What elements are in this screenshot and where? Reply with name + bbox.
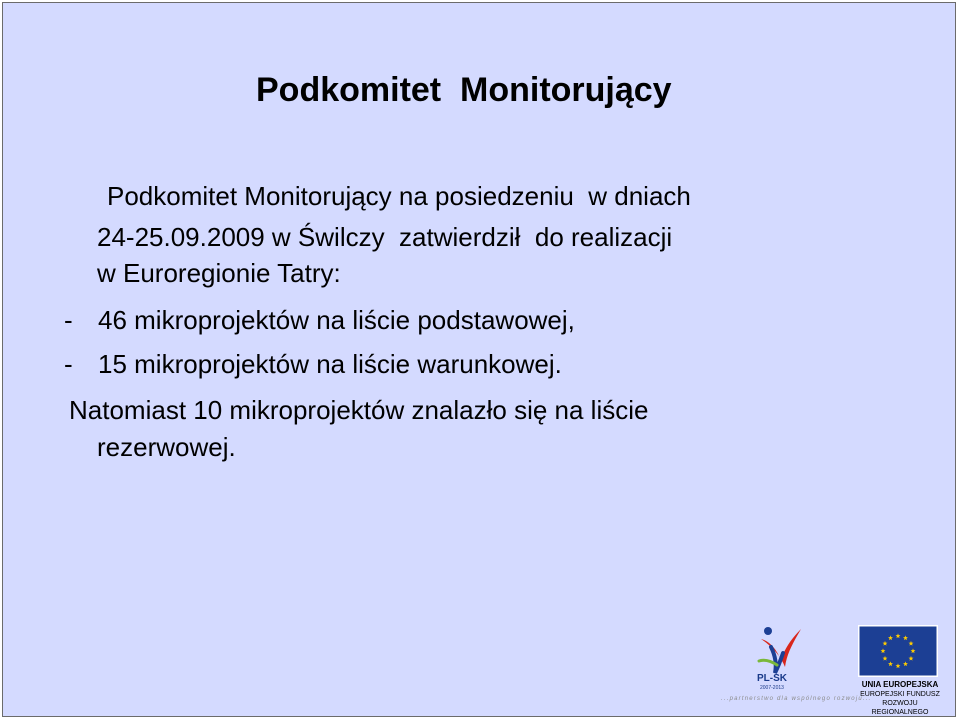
- eu-flag-icon: [858, 625, 938, 677]
- closing-line-1: Natomiast 10 mikroprojektów znalazło się na liście: [69, 395, 649, 425]
- eu-caption-union: UNIA EUROPEJSKA: [861, 680, 939, 689]
- eu-caption-regional: ROZWOJU REGIONALNEGO: [871, 700, 929, 716]
- eu-caption: [853, 679, 947, 717]
- list-dash: -: [64, 305, 73, 335]
- footer-tagline: ...partnerstwo dla wspólnego rozwoju...: [721, 696, 872, 702]
- list-dash: -: [64, 349, 73, 379]
- paragraph-line-1: Podkomitet Monitorujący na posiedzeniu w dniach: [107, 181, 691, 211]
- slide: [2, 2, 956, 717]
- list-item-conditional: 15 mikroprojektów na liście warunkowej.: [98, 349, 562, 379]
- paragraph-line-2: 24-25.09.2009 w Świlczy zatwierdził do realizacji: [97, 222, 673, 252]
- footer-strip: [3, 691, 955, 717]
- eu-caption-fund: EUROPEJSKI FUNDUSZ: [860, 691, 940, 698]
- slide-title: Podkomitet Monitorujący: [256, 71, 672, 109]
- paragraph-line-3: w Euroregionie Tatry:: [97, 258, 341, 288]
- pl-sk-logo-years: 2007-2013: [760, 685, 784, 691]
- list-item-basic: 46 mikroprojektów na liście podstawowej,: [98, 305, 575, 335]
- pl-sk-logo-text: PL-SK: [757, 673, 787, 684]
- closing-line-2: rezerwowej.: [97, 432, 236, 462]
